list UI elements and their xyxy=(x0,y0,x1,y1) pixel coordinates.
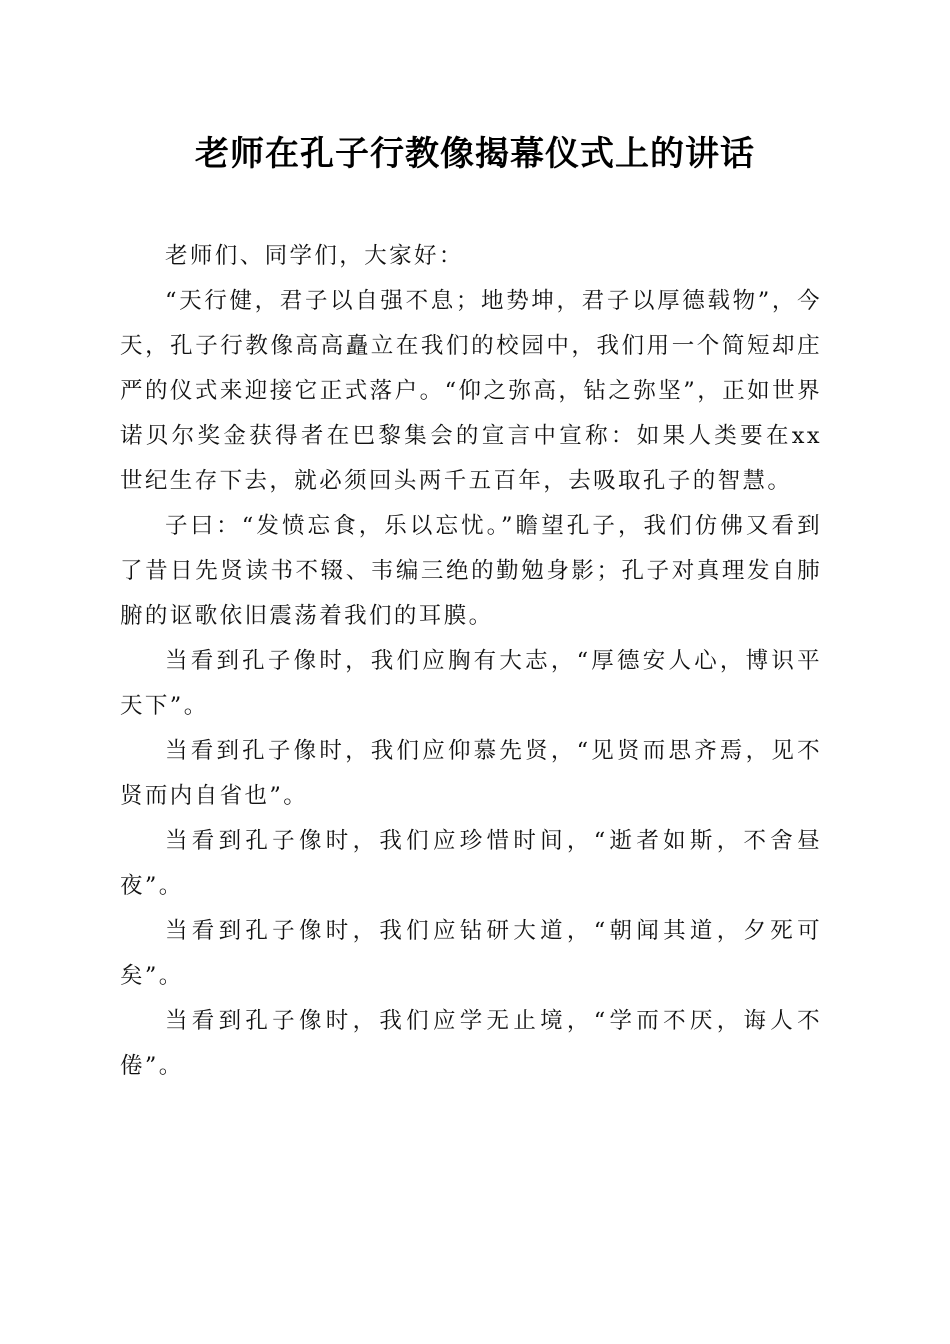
body-paragraph: 当看到孔子像时，我们应学无止境，“学而不厌，诲人不倦”。 xyxy=(120,1008,822,1079)
body-paragraph: 子曰：“发愤忘食，乐以忘忧。”瞻望孔子，我们仿佛又看到了昔日先贤读书不辍、韦编三绝的勤勉身影；孔子对真理发自肺腑的讴歌依旧震荡着我们的耳膜。 xyxy=(120,513,822,629)
body-paragraph: “天行健，君子以自强不息；地势坤，君子以厚德载物”，今天，孔子行教像高高矗立在我们的校园中，我们用一个简短却庄严的仪式来迎接它正式落户。“仰之弥高，钻之弥坚”，正如世界诺贝尔奖金获得者在巴黎集会的宣言中宣称：如果人类要在xx世纪生存下去，就必须回头两千五百年，去吸取孔子的智慧。 xyxy=(120,288,822,494)
body-paragraph: 当看到孔子像时，我们应仰慕先贤，“见贤而思齐焉，见不贤而内自省也”。 xyxy=(120,738,822,809)
body-paragraph: 当看到孔子像时，我们应钻研大道，“朝闻其道，夕死可矣”。 xyxy=(120,918,822,989)
greeting-paragraph: 老师们、同学们，大家好： xyxy=(165,243,464,269)
document-title: 老师在孔子行教像揭幕仪式上的讲话 xyxy=(195,134,755,174)
body-paragraph: 当看到孔子像时，我们应珍惜时间，“逝者如斯，不舍昼夜”。 xyxy=(120,828,822,899)
document-body xyxy=(120,234,822,1089)
body-paragraph: 当看到孔子像时，我们应胸有大志，“厚德安人心，博识平天下”。 xyxy=(120,648,822,719)
